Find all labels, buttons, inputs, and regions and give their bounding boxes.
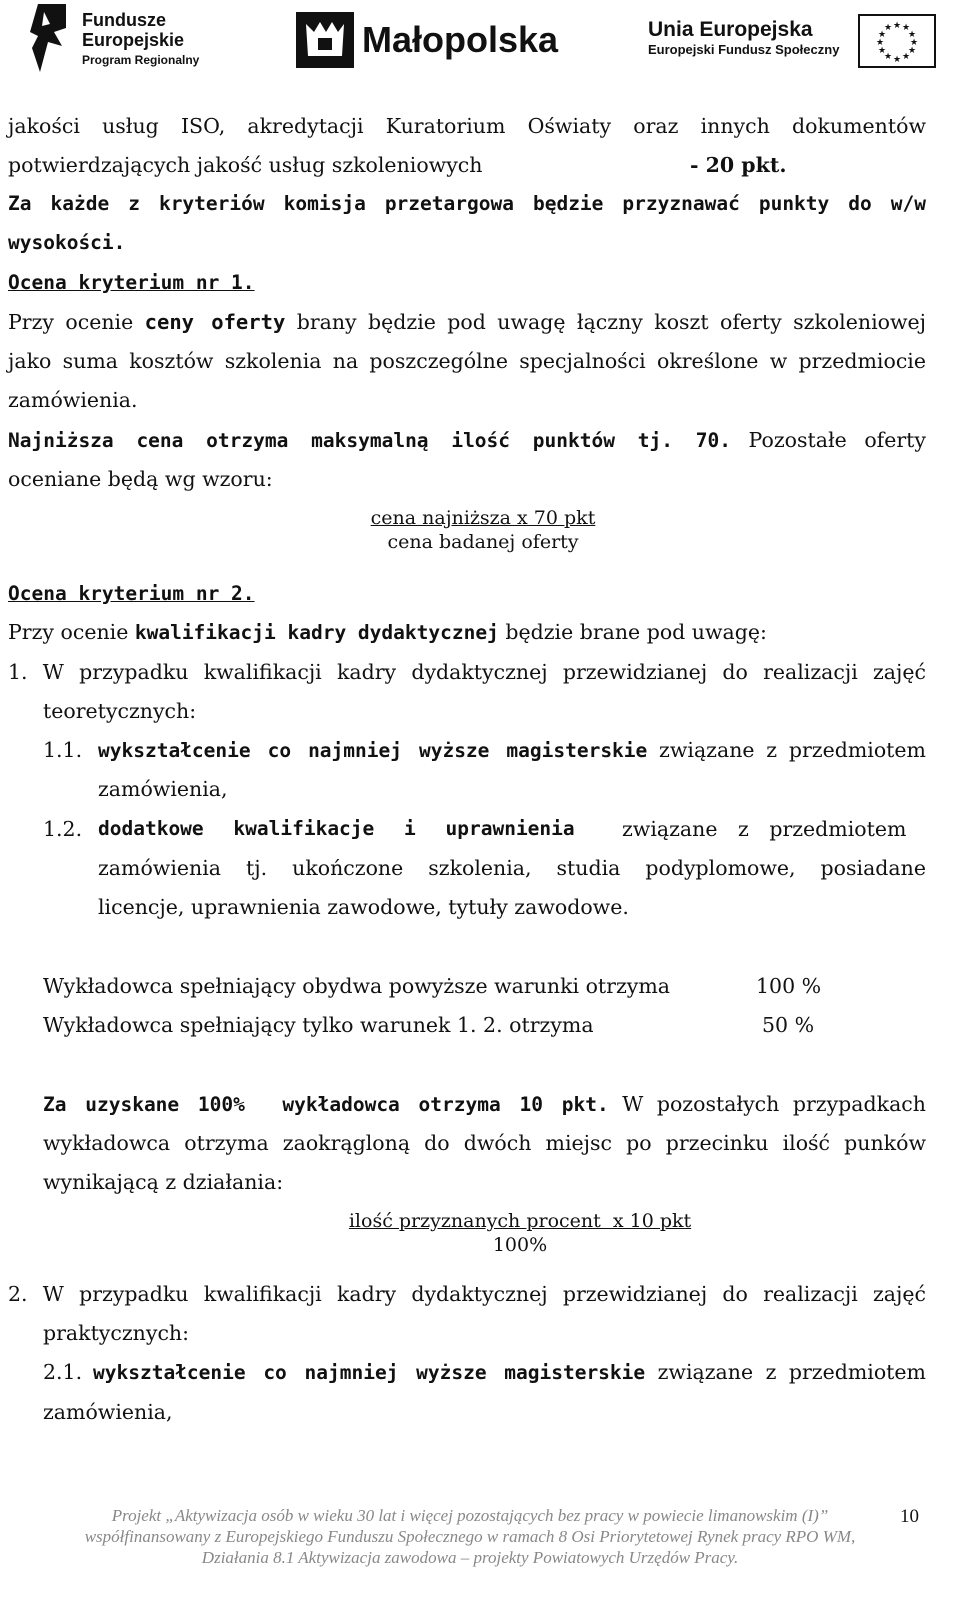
ue-subtitle: Europejski Fundusz Społeczny [648,42,840,57]
body-line: wysokości. [8,231,126,254]
svg-text:★: ★ [907,30,917,40]
text-span: związane z przedmiotem [645,1360,926,1384]
bold-span: ceny oferty [144,310,286,334]
svg-text:★: ★ [907,46,917,56]
fe-logo-text [82,10,199,70]
paragraph-line: zamówienia. [8,388,138,412]
svg-text:★: ★ [909,38,919,48]
list-item-continuation: teoretycznych: [43,699,197,723]
formula-numerator: cena najniższa x 70 pkt [370,507,596,529]
svg-text:★: ★ [901,52,911,62]
points-value: - 20 pkt. [690,153,787,177]
section-heading-2: Ocena kryterium nr 2. [8,582,255,605]
svg-text:★: ★ [892,21,902,31]
bold-span: kwalifikacji kadry dydaktycznej [134,621,499,644]
fe-line3: Program Regionalny [82,53,200,67]
eu-flag-icon [858,14,936,68]
svg-text:★: ★ [901,23,911,33]
bold-span: wykształcenie co najmniej wyższe magisterskie [93,1361,646,1384]
text-span: będzie brane pod uwagę: [498,620,767,644]
formula-denominator: 100% [492,1234,548,1256]
bold-span: wykształcenie co najmniej wyższe magisterskie [98,739,648,762]
fe-star-icon [28,2,68,74]
formula-numerator: ilość przyznanych procent x 10 pkt [348,1210,692,1232]
bold-span: Za uzyskane 100% wykładowca otrzyma 10 pkt. [43,1093,609,1116]
ue-title: Unia Europejska [648,18,813,41]
list-item-continuation: praktycznych: [43,1321,190,1345]
svg-text:★: ★ [883,23,893,33]
rule-value: 100 % [756,974,822,998]
footer-line: współfinansowany z Europejskiego Funduszu Społecznego w ramach 8 Osi Priorytetowej Rynek pracy RPO WM, [84,1527,856,1546]
text-span: W pozostałych przypadkach [608,1092,926,1116]
paragraph-line [43,1092,926,1117]
sublist-number: 1.2. [43,817,83,841]
fe-line2: Europejskie [82,30,185,50]
sublist-item [93,1360,926,1385]
list-item: 2. W przypadku kwalifikacji kadry dydaktycznej przewidzianej do realizacji zajęć [8,1282,926,1306]
footer-line: Projekt „Aktywizacja osób w wieku 30 lat i więcej pozostających bez pracy w powiecie limanowskim (I)” [111,1506,829,1525]
text-span: związane z przedmiotem [622,817,907,841]
sublist-continuation: licencje, uprawnienia zawodowe, tytuły zawodowe. [98,895,629,919]
rule-value: 50 % [762,1013,815,1037]
paragraph-line [8,620,767,645]
paragraph-line: wynikającą z działania: [43,1170,284,1194]
svg-text:★: ★ [877,46,887,56]
sublist-number: 2.1. [43,1360,83,1384]
sublist-number: 1.1. [43,738,83,762]
fundusze-europejskie-logo [28,0,243,76]
section-heading-1: Ocena kryterium nr 1. [8,271,255,294]
formula-denominator: cena badanej oferty [387,531,579,553]
paragraph-line: oceniane będą wg wzoru: [8,467,273,491]
rule-text: Wykładowca spełniający tylko warunek 1. 2. otrzyma [43,1013,594,1037]
fe-line1: Fundusze [82,10,166,30]
malopolska-logo-text: Małopolska [362,19,559,60]
page-number: 10 [900,1506,919,1527]
svg-text:★: ★ [883,52,893,62]
paragraph-line: wykładowca otrzyma zaokrągloną do dwóch miejsc po przecinku ilość punków [43,1131,926,1155]
body-line: potwierdzających jakość usług szkoleniowych [8,153,483,177]
ue-logo-text [648,18,839,58]
rule-text: Wykładowca spełniający obydwa powyższe warunki otrzyma [43,974,670,998]
bold-span: Najniższa cena otrzyma maksymalną ilość punktów tj. 70. [8,429,731,452]
sublist-continuation: zamówienia, [43,1400,173,1424]
svg-text:★: ★ [877,30,887,40]
footer-line: Działania 8.1 Aktywizacja zawodowa – projekty Powiatowych Urzędów Pracy. [201,1548,739,1567]
list-item: 1. W przypadku kwalifikacji kadry dydaktycznej przewidzianej do realizacji zajęć [8,660,926,684]
malopolska-emblem-icon [296,12,354,68]
text-span: Pozostałe oferty [731,428,927,452]
sublist-continuation: zamówienia tj. ukończone szkolenia, studia podyplomowe, posiadane [98,856,926,880]
sublist-continuation: zamówienia, [98,777,228,801]
text-span: brany będzie pod uwagę łączny koszt oferty szkoleniowej [285,310,926,334]
text-span: Przy ocenie [8,310,145,334]
bold-span: dodatkowe kwalifikacje i uprawnienia [98,817,575,840]
body-line: jakości usług ISO, akredytacji Kuratorium Oświaty oraz innych dokumentów [8,114,926,138]
sublist-item [98,738,926,763]
svg-text:★: ★ [875,38,885,48]
paragraph-line [8,310,926,334]
text-span: związane z przedmiotem [647,738,926,762]
body-line: Za każde z kryteriów komisja przetargowa będzie przyznawać punkty do w/w [8,192,926,215]
paragraph-line: jako suma kosztów szkolenia na poszczególne specjalności określone w przedmiocie [8,349,926,373]
text-span: Przy ocenie [8,620,135,644]
svg-text:★: ★ [892,55,902,65]
paragraph-line [8,428,926,453]
